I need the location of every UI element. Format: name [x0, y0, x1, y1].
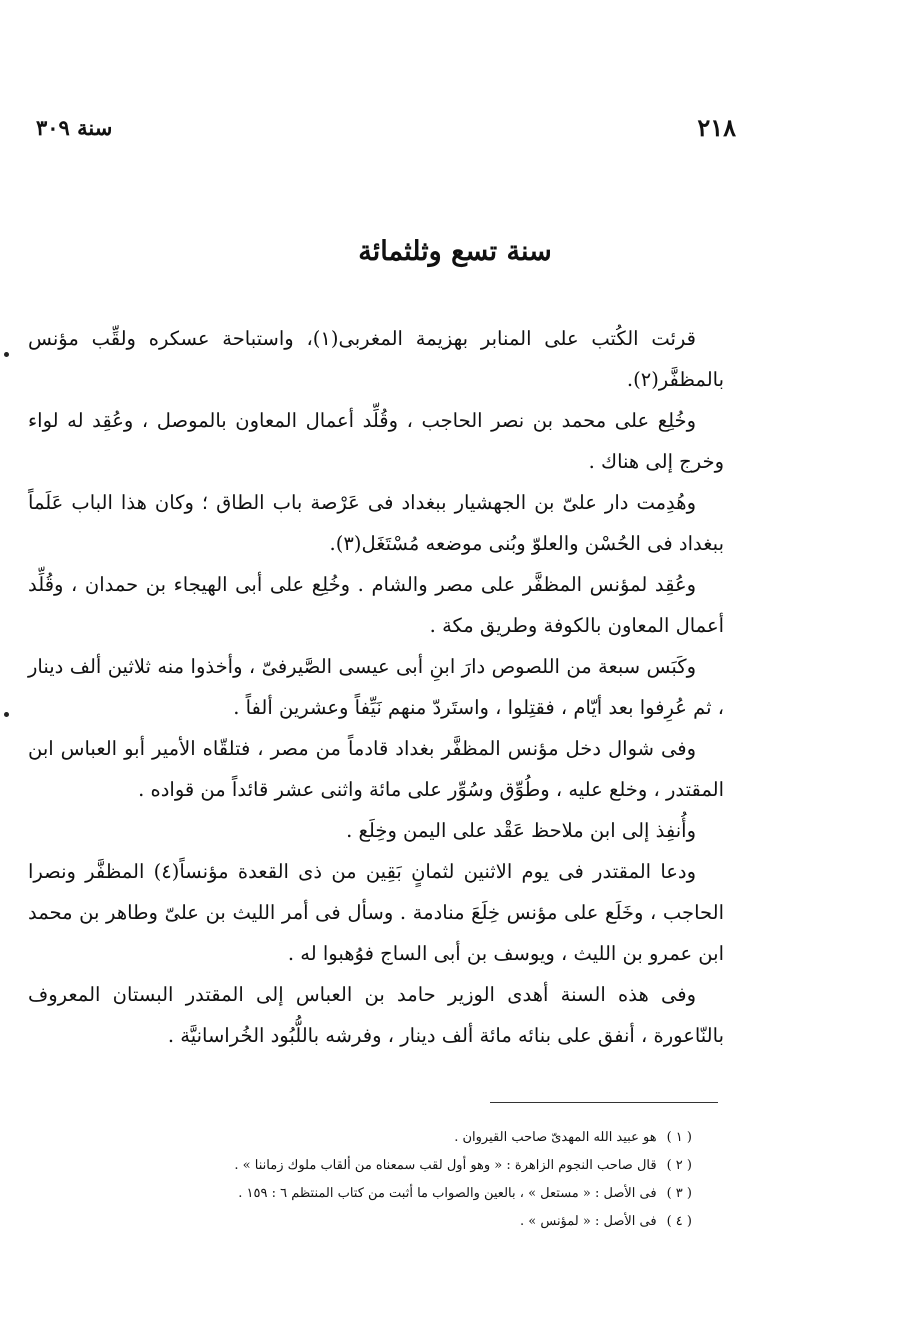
footnote-number: ( ١ ) — [666, 1130, 692, 1145]
running-header-year: سنة ٣٠٩ — [36, 114, 113, 140]
footnote-text: فى الأصل : « لمؤنس » . — [520, 1214, 657, 1229]
running-header — [36, 110, 736, 144]
footnote-number: ( ٢ ) — [666, 1158, 692, 1173]
paragraph: وهُدِمت دار علىّ بن الجهشيار ببغداد فى عَرْصة باب الطاق ؛ وكان هذا الباب عَلَماً ببغداد فى الحُسْن والعلوّ وبُنى موضعه مُسْتَغَل(٣). — [28, 491, 724, 555]
footnote — [132, 1152, 692, 1180]
footnote-text: قال صاحب النجوم الزاهرة : « وهو أول لقب سمعناه من ألقاب ملوك زماننا » . — [234, 1158, 657, 1173]
footnote — [132, 1180, 692, 1208]
paragraph: وخُلِع على محمد بن نصر الحاجب ، وقُلِّد أعمال المعاون بالموصل ، وعُقِد له لواء وخرج إلى هناك . — [28, 409, 724, 473]
footnote-text: فى الأصل : « مستعل » ، بالعين والصواب ما أثبت من كتاب المنتظم ٦ : ١٥٩ . — [238, 1186, 657, 1201]
chapter-title: سنة تسع وثلثمائة — [358, 236, 552, 267]
footnote — [132, 1124, 692, 1152]
footnote — [132, 1208, 692, 1236]
paragraph: قرئت الكُتب على المنابر بهزيمة المغربى(١)، واستباحة عسكره ولقِّب مؤنس بالمظفَّر(٢). — [28, 327, 724, 391]
footnotes — [132, 1124, 692, 1236]
footnote-separator — [490, 1102, 718, 1103]
footnote-number: ( ٣ ) — [666, 1186, 692, 1201]
footnote-number: ( ٤ ) — [666, 1214, 692, 1229]
margin-mark — [4, 712, 9, 717]
paragraph: وفى هذه السنة أهدى الوزير حامد بن العباس إلى المقتدر البستان المعروف بالنّاعورة ، أنفق على بنائه مائة ألف دينار ، وفرشه باللُّبُود الخُراسانيَّة . — [28, 983, 724, 1047]
paragraph: وفى شوال دخل مؤنس المظفَّر بغداد قادماً من مصر ، فتلقّاه الأمير أبو العباس ابن المقتدر ، وخلع عليه ، وطُوِّق وسُوِّر على مائة واثنى عشر قائداً من قواده . — [28, 737, 724, 801]
paragraph: ودعا المقتدر فى يوم الاثنين لثمانٍ بَقِين من ذى القعدة مؤنساً(٤) المظفَّر ونصرا الحاجب ، وخَلَع على مؤنس خِلَعَ منادمة . وسأل فى أمر الليث بن علىّ وطاهر بن محمد ابن عمرو بن الليث ، ويوسف بن أبى الساج فوُهبوا له . — [28, 860, 724, 965]
paragraph: وعُقِد لمؤنس المظفَّر على مصر والشام . وخُلِع على أبى الهيجاء بن حمدان ، وقُلِّد أعمال المعاون بالكوفة وطريق مكة . — [28, 573, 724, 637]
footnote-text: هو عبيد الله المهدىّ صاحب القيروان . — [454, 1130, 657, 1145]
page-number: ٢١٨ — [697, 112, 736, 142]
paragraph: وكَبَس سبعة من اللصوص دارَ ابنِ أبى عيسى الصَّيرفىّ ، وأخذوا منه ثلاثين ألف دينار ، ثم عُرِفوا بعد أيّام ، فقتِلوا ، واستَردّ منهم نَيِّفاً وعشرين ألفاً . — [28, 655, 724, 719]
main-text — [28, 318, 724, 1056]
paragraph: وأُنفِذ إلى ابن ملاحظ عَقْد على اليمن وخِلَع . — [346, 819, 696, 842]
margin-mark — [4, 352, 9, 357]
